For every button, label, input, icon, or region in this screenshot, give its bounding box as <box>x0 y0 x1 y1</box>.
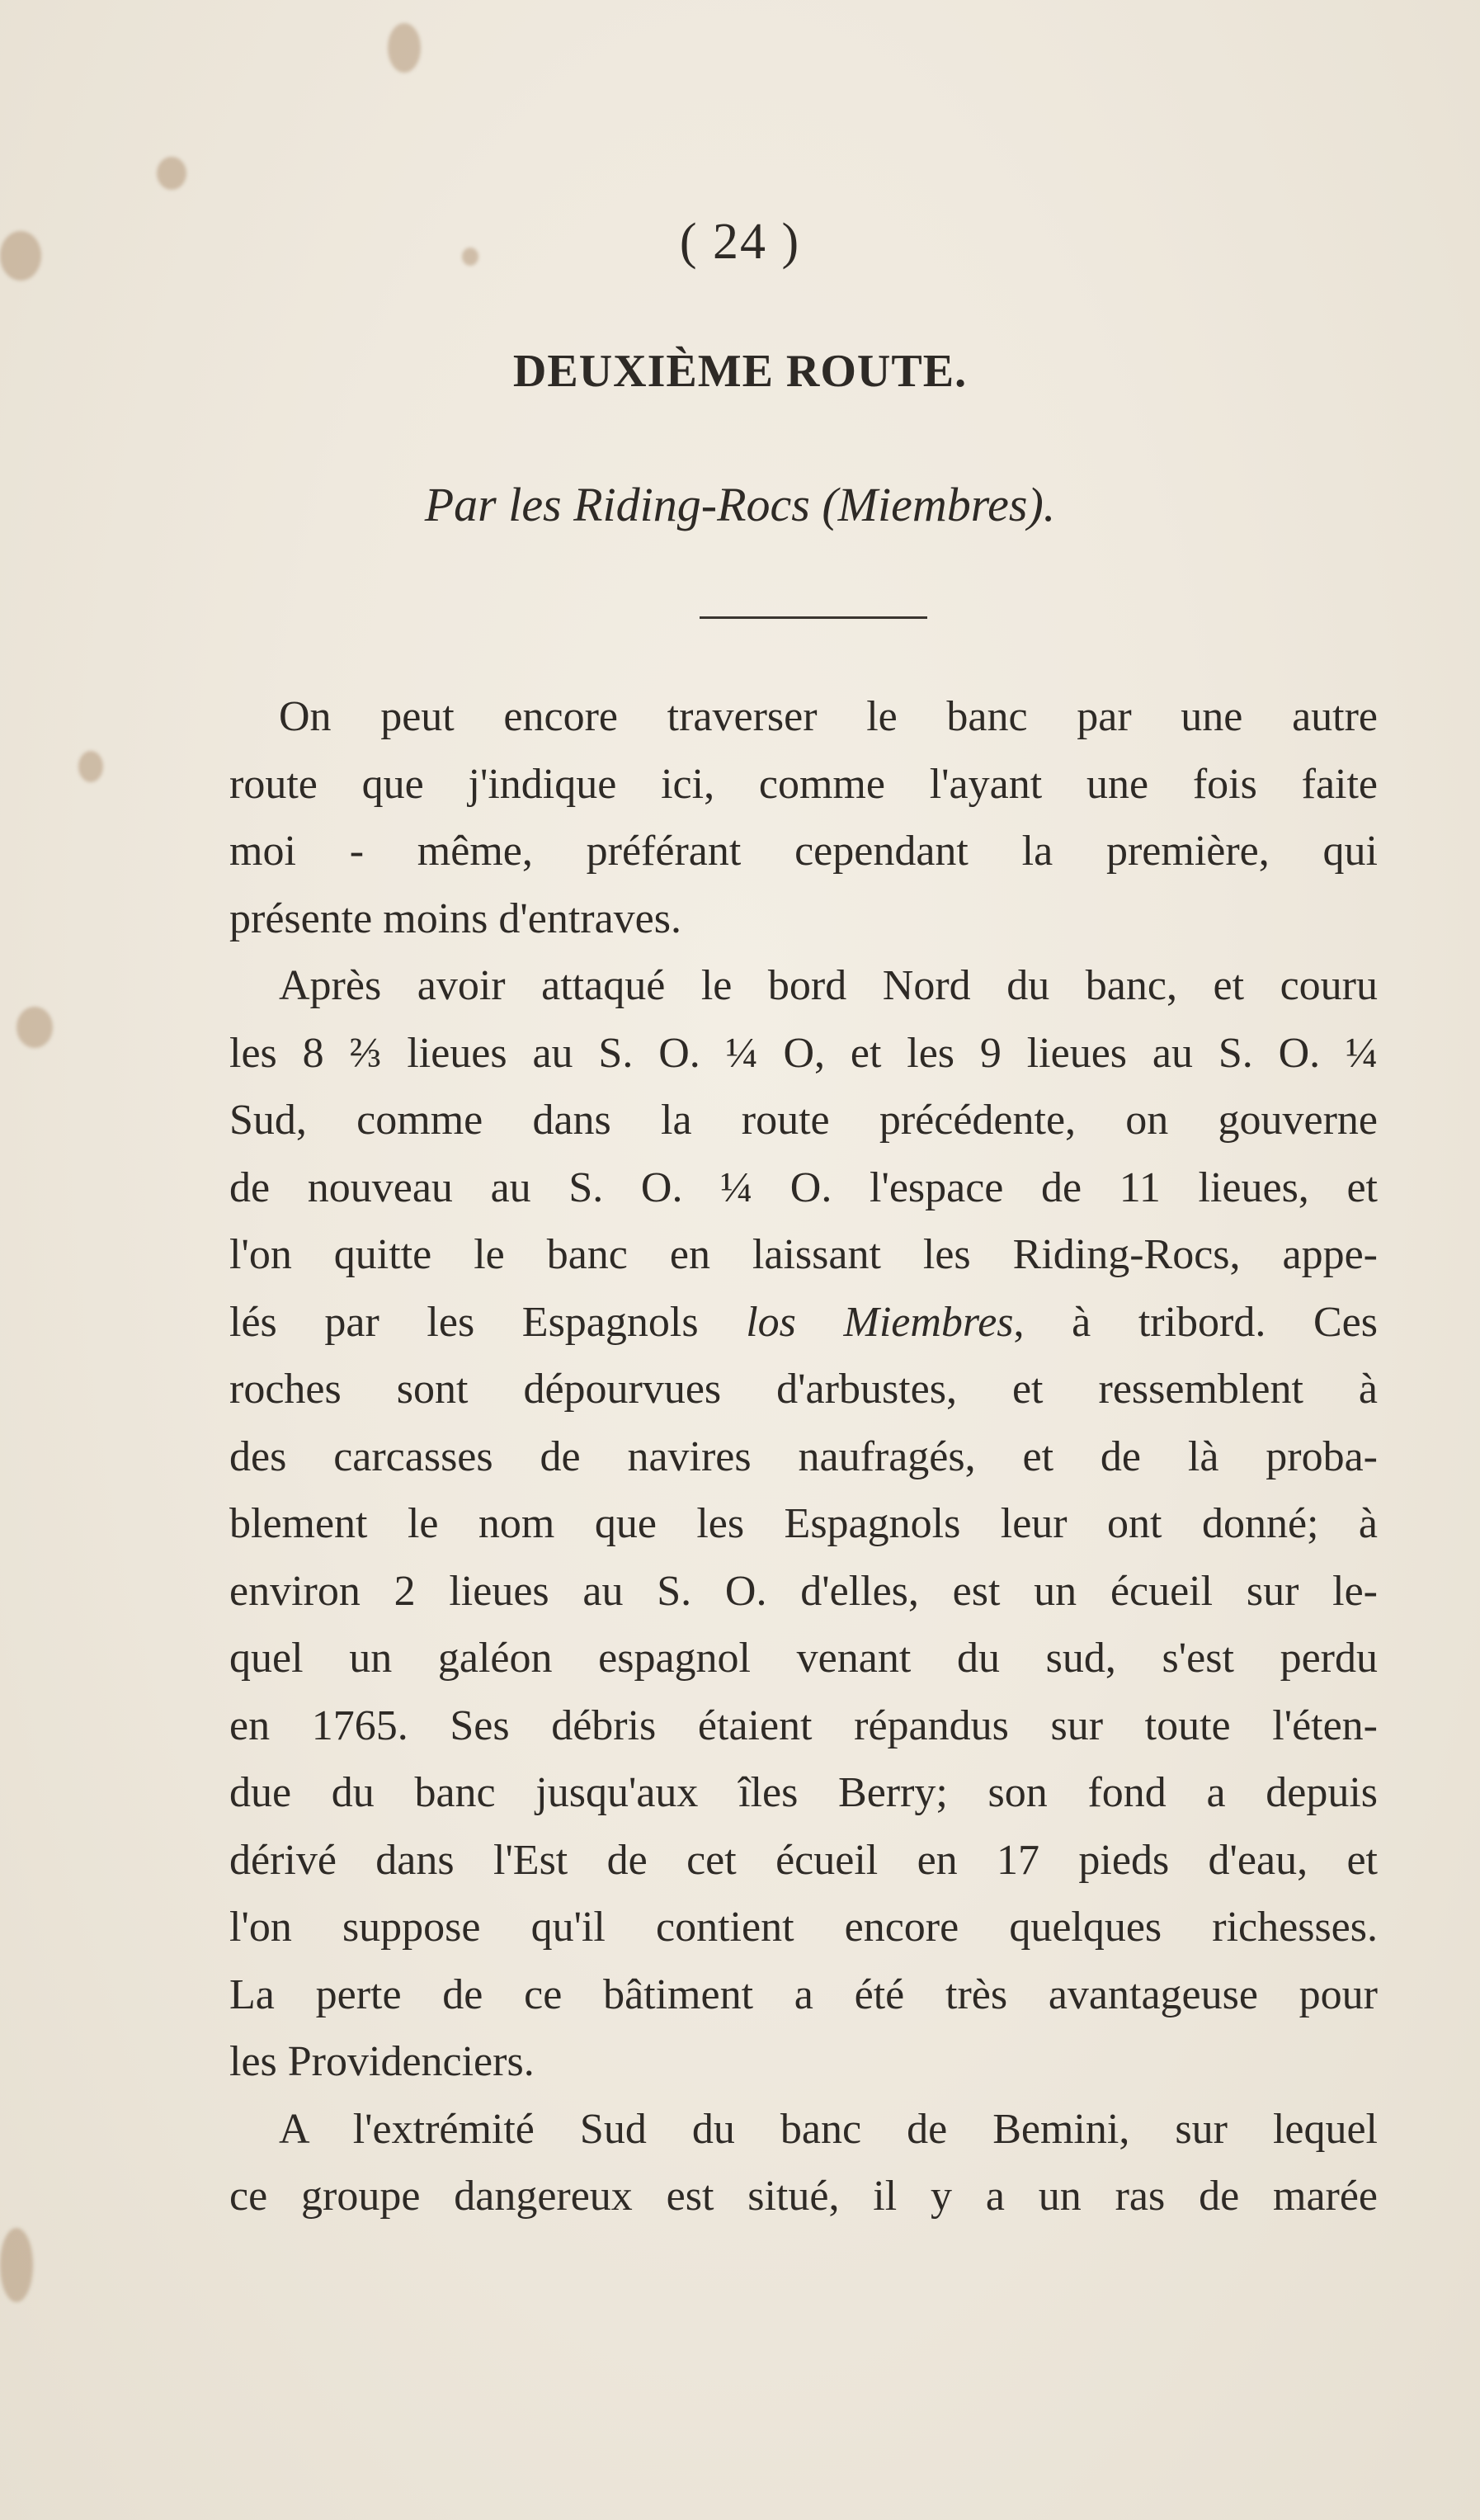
text-line: due du banc jusqu'aux îles Berry; son fond a depuis <box>229 1769 1378 1816</box>
text-line: dérivé dans l'Est de cet écueil en 17 pieds d'eau, et <box>229 1836 1378 1884</box>
text-line: environ 2 lieues au S. O. d'elles, est un écueil sur le- <box>229 1567 1378 1615</box>
text-line: moi - même, préférant cependant la première, qui <box>229 828 1378 875</box>
text-line: La perte de ce bâtiment a été très avantageuse pour <box>229 1970 1378 2018</box>
text-line: Sud, comme dans la route précédente, on gouverne <box>229 1097 1378 1144</box>
text-segment: , à tribord. Ces <box>1013 1298 1378 1346</box>
text-line: ce groupe dangereux est situé, il y a un ras de marée <box>229 2173 1378 2220</box>
body-text <box>229 683 1378 2230</box>
text-line: l'on suppose qu'il contient encore quelques richesses. <box>229 1904 1378 1951</box>
text-line: blement le nom que les Espagnols leur ont donné; à <box>229 1500 1378 1547</box>
section-subheading: Par les Riding-Rocs (Miembres). <box>424 478 1056 531</box>
text-segment: lés par les Espagnols <box>229 1298 747 1346</box>
italic-term: los Miembres <box>746 1298 1014 1346</box>
text-line: On peut encore traverser le banc par une autre <box>279 693 1378 740</box>
text-line: les Providenciers. <box>229 2038 535 2085</box>
text-line: les 8 ⅔ lieues au S. O. ¼ O, et les 9 lieues au S. O. ¼ <box>229 1029 1378 1077</box>
text-line: A l'extrémité Sud du banc de Bemini, sur lequel <box>279 2105 1378 2153</box>
text-line <box>229 1289 1378 1357</box>
section-heading: DEUXIÈME ROUTE. <box>512 346 968 397</box>
text-line: roches sont dépourvues d'arbustes, et ressemblent à <box>229 1366 1378 1413</box>
text-line: route que j'indique ici, comme l'ayant une fois faite <box>229 760 1378 808</box>
text-line: de nouveau au S. O. ¼ O. l'espace de 11 lieues, et <box>229 1163 1378 1211</box>
text-line: des carcasses de navires naufragés, et de là proba- <box>229 1432 1378 1480</box>
text-line: Après avoir attaqué le bord Nord du banc, et couru <box>279 962 1378 1009</box>
text-line: quel un galéon espagnol venant du sud, s'est perdu <box>229 1635 1378 1682</box>
text-line: présente moins d'entraves. <box>229 894 681 942</box>
text-line: l'on quitte le banc en laissant les Riding-Rocs, appe- <box>229 1231 1378 1278</box>
text-line: en 1765. Ses débris étaient répandus sur toute l'éten- <box>229 1701 1378 1749</box>
page-number: ( 24 ) <box>679 214 801 270</box>
separator-rule <box>700 616 927 619</box>
